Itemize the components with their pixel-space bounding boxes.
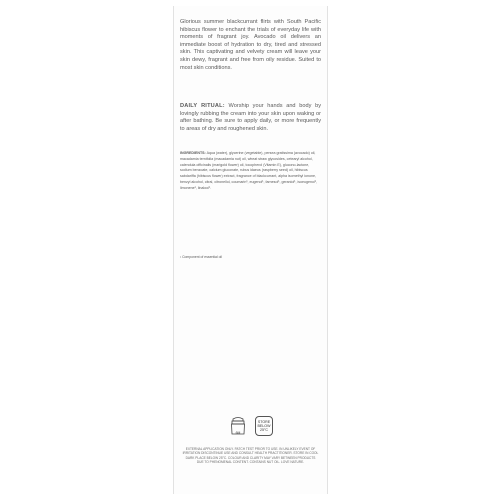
product-label-panel: [173, 6, 328, 494]
ingredients-label: INGREDIENTS:: [180, 151, 206, 155]
daily-ritual-label: DAILY RITUAL:: [180, 103, 225, 109]
store-label-line-3: 25°C: [259, 428, 269, 433]
symbol-row: [229, 416, 273, 436]
period-after-opening-icon: [229, 416, 247, 436]
period-after-opening-label: 6M: [235, 431, 241, 435]
store-below-temp-icon: [255, 416, 273, 436]
external-use-notice: EXTERNAL APPLICATION ONLY. PATCH TEST PRIOR TO USE. IN UNLIKELY EVENT OF IRRITATION DISCONTINUE USE AND CONSULT HEALTH PRACTITIONER. STORE IN COOL DARK PLACE BELOW 25°C. COLOUR AND CLARITY MAY VARY BETWEEN PRODUCTS DUE TO PHENOMENAL CONTENT. CONTAINS NUT OIL. LOVE NATURE.: [182, 447, 319, 465]
ingredients-text: Aqua (water), glycerine (vegetable), persea gratissima (avocado) oil, macadamia ternifolia (macadamia nut) oil, wheat straw glycosides, cetearyl alcohol, calendula officinalis (marigold flower) oil, tocopherol (Vitamin E), glucono-lactone, sodium benzoate, calcium gluconate, rubus idaeus (raspberry seed) oil, hibiscus sabdariffa (hibiscus flower) extract, fragrance of blackcurrant, alpha isomethyl ionone, benzyl alcohol, citral, citronellol, coumarin¹, eugenol¹, farnesol¹, geraniol¹, isoeugenol¹, limonene¹, linalool¹.: [180, 151, 318, 190]
product-description: Glorious summer blackcurrant flirts with South Pacific hibiscus flower to enchant the trials of everyday life with moments of fragrant joy. Avocado oil delivers an immediate boost of hydration to dry, tired and stressed skin. This captivating and velvety cream will leave your skin dewy, fragrant and free from oily residue. Suited to most skin conditions.: [180, 19, 321, 71]
essential-oil-footnote: ¹ Component of essential oil: [180, 255, 223, 259]
daily-ritual-text: Worship your hands and body by lovingly rubbing the cream into your skin upon waking or after bathing. Be sure to apply daily, or more frequently to areas of dry and roughened skin.: [180, 103, 321, 132]
store-label-line-2: BELOW: [257, 424, 271, 429]
store-label-line-1: STORE: [257, 420, 271, 424]
daily-ritual: [180, 103, 321, 133]
ingredients-list: [180, 151, 321, 192]
